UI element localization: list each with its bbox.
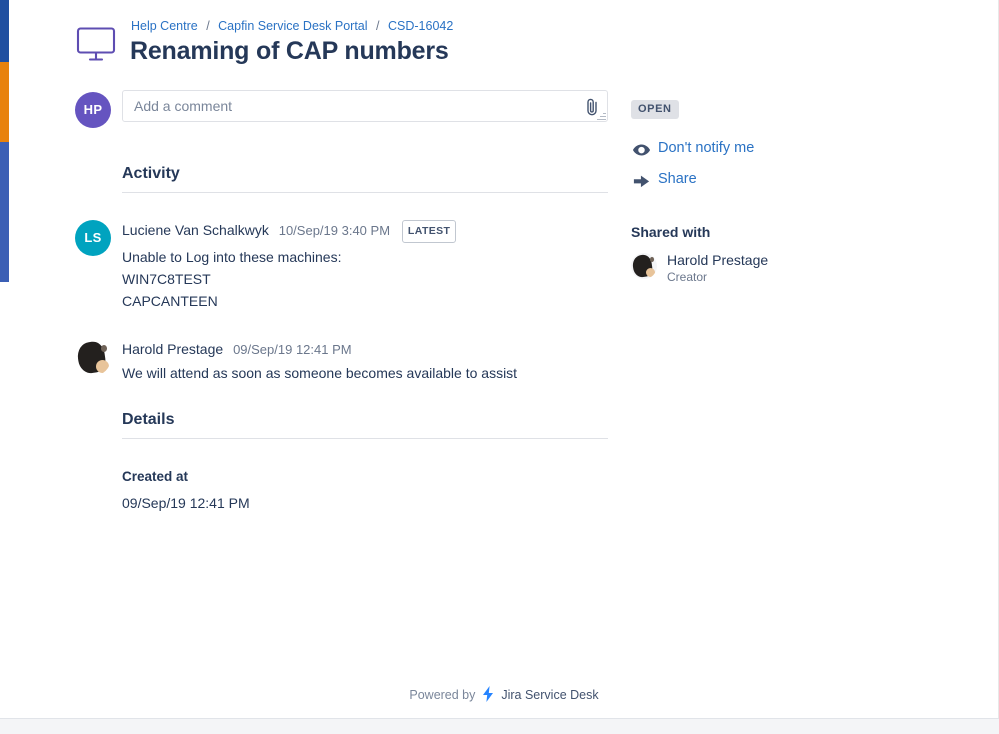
sidebar xyxy=(631,99,911,287)
breadcrumb-item-portal[interactable]: Capfin Service Desk Portal xyxy=(218,19,368,33)
activity-date: 10/Sep/19 3:40 PM xyxy=(278,223,391,238)
edge-segment-blue xyxy=(0,142,9,282)
share-label[interactable]: Share xyxy=(658,171,697,187)
activity-author: Luciene Van Schalkwyk xyxy=(122,222,269,238)
edge-segment-orange xyxy=(0,62,9,142)
created-at-value: 09/Sep/19 12:41 PM xyxy=(122,495,250,511)
breadcrumb xyxy=(131,18,453,34)
activity-header xyxy=(122,340,619,359)
avatar-luciene: LS xyxy=(75,220,111,256)
window-edge-strip xyxy=(0,0,9,718)
footer-powered-by: Powered by xyxy=(409,688,476,702)
shared-person xyxy=(631,253,911,287)
jira-bolt-icon xyxy=(481,686,495,705)
notify-toggle[interactable] xyxy=(631,141,911,161)
add-comment-placeholder: Add a comment xyxy=(134,98,233,114)
add-comment-row xyxy=(69,90,619,134)
created-at-label: Created at xyxy=(122,469,189,484)
activity-header xyxy=(122,220,619,243)
eye-icon xyxy=(632,141,651,159)
details-heading: Details xyxy=(122,411,608,439)
latest-badge: LATEST xyxy=(402,220,456,243)
activity-body-line: CAPCANTEEN xyxy=(122,293,218,309)
activity-date: 09/Sep/19 12:41 PM xyxy=(233,342,352,357)
share-icon xyxy=(632,172,651,190)
activity-body-line: WIN7C8TEST xyxy=(122,271,211,287)
shared-person-name: Harold Prestage xyxy=(667,252,769,268)
edge-segment-white xyxy=(0,282,9,718)
footer-brand: Jira Service Desk xyxy=(501,688,599,702)
window-bottom-band xyxy=(0,718,999,734)
main-content xyxy=(69,90,619,511)
add-comment-input[interactable] xyxy=(122,90,608,122)
request-page xyxy=(9,0,999,718)
activity-body-line: We will attend as soon as someone becomes available to assist xyxy=(122,365,518,381)
avatar-harold xyxy=(75,340,111,376)
breadcrumb-separator: / xyxy=(376,19,380,33)
status-badge: OPEN xyxy=(631,100,679,119)
shared-person-role: Creator xyxy=(667,270,708,284)
share-button[interactable] xyxy=(631,172,911,192)
activity-item xyxy=(69,340,619,384)
avatar-current-user: HP xyxy=(75,92,111,128)
breadcrumb-item-issue-key[interactable]: CSD-16042 xyxy=(387,19,454,33)
monitor-icon xyxy=(76,26,116,64)
footer xyxy=(9,686,999,705)
activity-author: Harold Prestage xyxy=(122,341,224,357)
page-title: Renaming of CAP numbers xyxy=(130,37,449,65)
notify-label[interactable]: Don't notify me xyxy=(658,140,755,156)
breadcrumb-item-help-centre[interactable]: Help Centre xyxy=(131,19,198,33)
breadcrumb-separator: / xyxy=(206,19,210,33)
activity-heading: Activity xyxy=(122,165,608,193)
avatar-harold xyxy=(631,253,657,279)
activity-item xyxy=(69,220,619,312)
details-block xyxy=(69,469,619,511)
resize-handle[interactable] xyxy=(597,111,606,120)
shared-with-title: Shared with xyxy=(631,224,711,240)
activity-body-line: Unable to Log into these machines: xyxy=(122,249,342,265)
edge-segment-top xyxy=(0,0,9,62)
